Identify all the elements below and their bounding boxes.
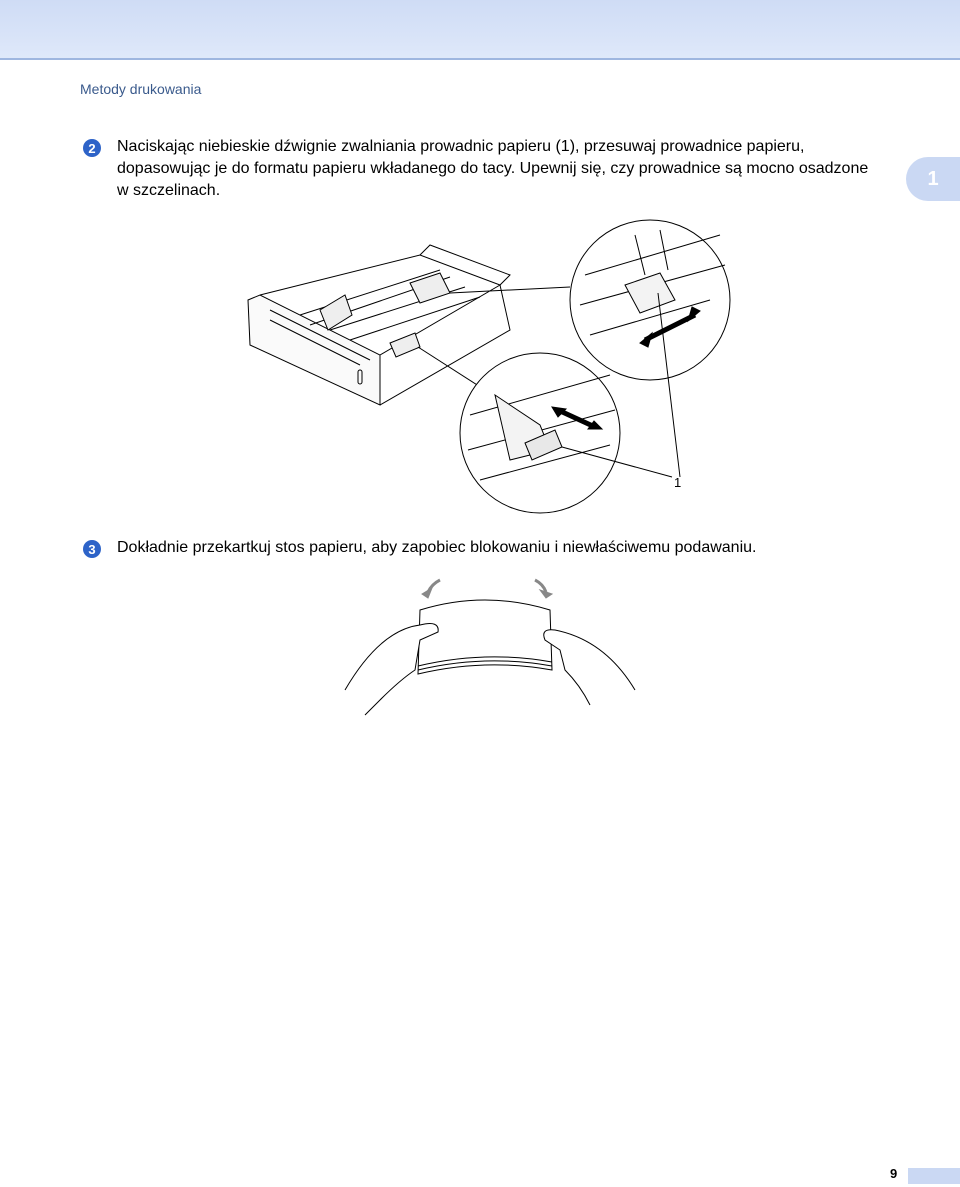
running-header: Metody drukowania [80,81,202,97]
paper-tray-illustration [240,215,740,515]
step-3-badge: 3 [83,540,101,558]
page-number-tab [908,1168,960,1184]
step-2-badge: 2 [83,139,101,157]
page-number: 9 [890,1166,898,1181]
step-3-text: Dokładnie przekartkuj stos papieru, aby zapobiec blokowaniu i niewłaściwemu podawaniu. [117,539,757,556]
fan-paper-illustration [340,570,640,720]
callout-1-label: 1 [674,475,682,490]
top-header-band [0,0,960,60]
step-2-text: Naciskając niebieskie dźwignie zwalniania prowadnic papieru (1), przesuwaj prowadnice papieru, dopasowując je do formatu papieru wkładanego do tacy. Upewnij się, czy prowadnice są mocno osadzone w szczelinach. [117,138,869,199]
chapter-tab: 1 [906,157,960,201]
